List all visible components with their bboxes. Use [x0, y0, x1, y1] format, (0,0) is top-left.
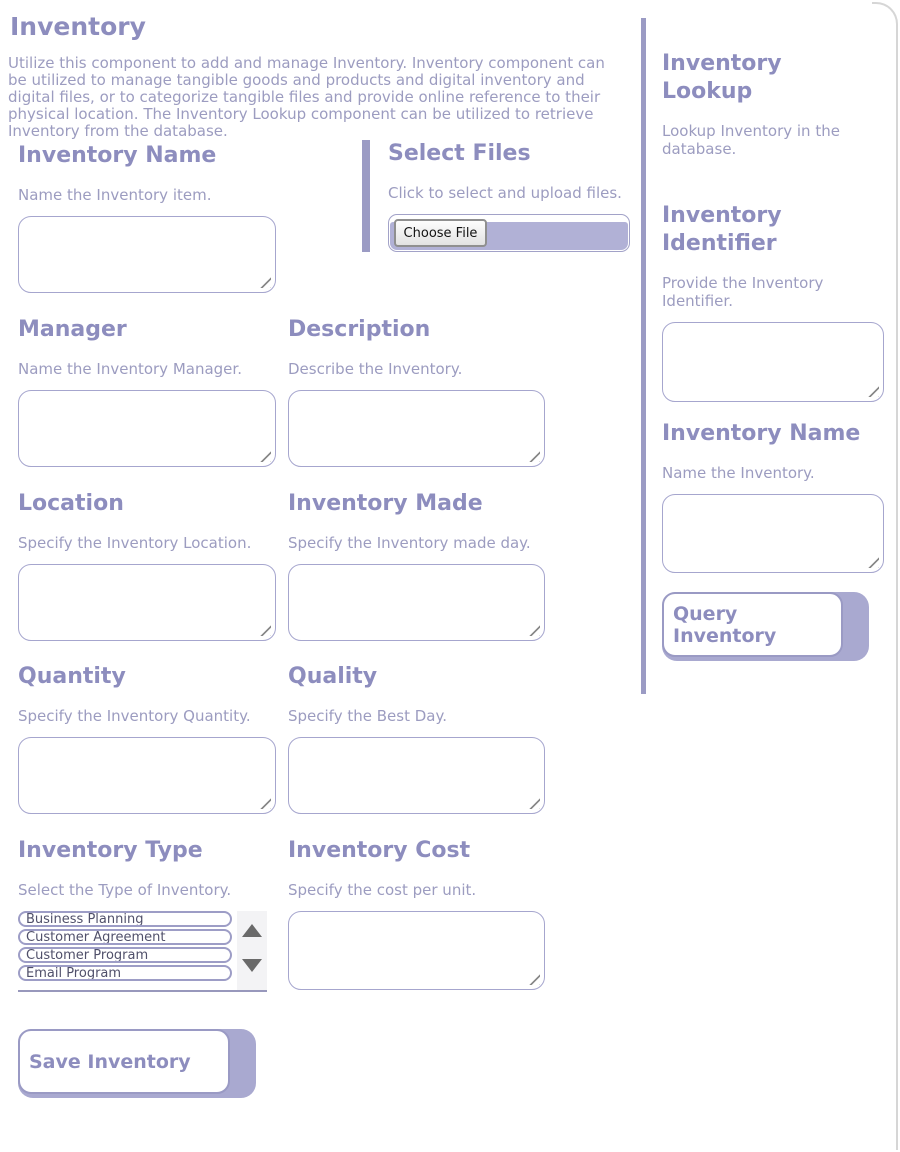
description-heading: Description	[288, 317, 431, 342]
description-caption: Describe the Inventory.	[288, 360, 463, 378]
sidebar-inventory-name-input[interactable]	[662, 494, 884, 573]
inventory-cost-input[interactable]	[288, 911, 545, 990]
quantity-caption: Specify the Inventory Quantity.	[18, 707, 251, 725]
page-title: Inventory	[10, 12, 146, 41]
inventory-made-heading: Inventory Made	[288, 491, 483, 516]
inventory-name-input[interactable]	[18, 216, 276, 293]
sidebar-inventory-name-caption: Name the Inventory.	[662, 464, 815, 482]
section-inventory-cost	[288, 837, 545, 990]
query-inventory-button-label: Query Inventory	[662, 592, 843, 657]
intro-text: Utilize this component to add and manage Inventory. Inventory component can be utilized to manage tangible goods and products and digital inventory and digital files, or to categorize tangible files and provide online reference to their physical location. The Inventory Lookup component can be utilized to retrieve Inventory from the database.	[8, 54, 605, 140]
location-caption: Specify the Inventory Location.	[18, 534, 252, 552]
inventory-type-heading: Inventory Type	[18, 838, 203, 863]
file-input[interactable]	[388, 214, 630, 252]
inventory-name-heading: Inventory Name	[18, 143, 217, 168]
section-quality	[288, 663, 545, 814]
save-inventory-button[interactable]	[18, 1029, 256, 1098]
section-sidebar-inventory-name	[662, 420, 884, 573]
query-inventory-button[interactable]	[662, 592, 869, 661]
quality-caption: Specify the Best Day.	[288, 707, 447, 725]
inventory-identifier-heading: Inventory Identifier	[662, 203, 782, 256]
page-right-border	[872, 2, 898, 1150]
inventory-type-option[interactable]: Business Planning	[18, 911, 232, 927]
manager-input[interactable]	[18, 390, 276, 467]
section-inventory-lookup	[662, 50, 884, 158]
inventory-type-listbox[interactable]	[18, 911, 267, 992]
section-location	[18, 490, 276, 641]
listbox-scrollbar[interactable]	[237, 911, 267, 992]
save-inventory-button-label: Save Inventory	[18, 1029, 230, 1094]
choose-file-button[interactable]: Choose File	[394, 219, 487, 247]
quantity-heading: Quantity	[18, 664, 126, 689]
inventory-lookup-caption: Lookup Inventory in the database.	[662, 122, 840, 158]
inventory-name-caption: Name the Inventory item.	[18, 186, 212, 204]
select-files-caption: Click to select and upload files.	[388, 184, 622, 202]
section-inventory-made	[288, 490, 545, 641]
inventory-type-option[interactable]: Customer Program	[18, 947, 232, 963]
section-manager	[18, 316, 276, 467]
section-inventory-type	[18, 837, 276, 992]
select-files-heading: Select Files	[388, 141, 531, 166]
inventory-type-option[interactable]: Customer Agreement	[18, 929, 232, 945]
location-input[interactable]	[18, 564, 276, 641]
scroll-down-arrow-icon[interactable]	[242, 959, 262, 972]
manager-caption: Name the Inventory Manager.	[18, 360, 242, 378]
inventory-cost-heading: Inventory Cost	[288, 838, 471, 863]
inventory-type-caption: Select the Type of Inventory.	[18, 881, 232, 899]
scroll-up-arrow-icon[interactable]	[242, 924, 262, 937]
section-inventory-identifier	[662, 202, 884, 402]
section-select-files	[388, 140, 632, 252]
section-inventory-name	[18, 142, 276, 293]
quality-heading: Quality	[288, 664, 378, 689]
description-input[interactable]	[288, 390, 545, 467]
inventory-cost-caption: Specify the cost per unit.	[288, 881, 477, 899]
section-quantity	[18, 663, 276, 814]
inventory-made-caption: Specify the Inventory made day.	[288, 534, 531, 552]
sidebar-divider	[641, 18, 646, 694]
sidebar-inventory-name-heading: Inventory Name	[662, 421, 861, 446]
quality-input[interactable]	[288, 737, 545, 814]
manager-heading: Manager	[18, 317, 127, 342]
inventory-type-option[interactable]: Email Program	[18, 965, 232, 981]
select-files-accent-bar	[362, 140, 370, 252]
inventory-made-input[interactable]	[288, 564, 545, 641]
section-description	[288, 316, 545, 467]
inventory-identifier-input[interactable]	[662, 322, 884, 402]
quantity-input[interactable]	[18, 737, 276, 814]
inventory-lookup-heading: Inventory Lookup	[662, 51, 782, 104]
location-heading: Location	[18, 491, 124, 516]
inventory-identifier-caption: Provide the Inventory Identifier.	[662, 274, 824, 310]
